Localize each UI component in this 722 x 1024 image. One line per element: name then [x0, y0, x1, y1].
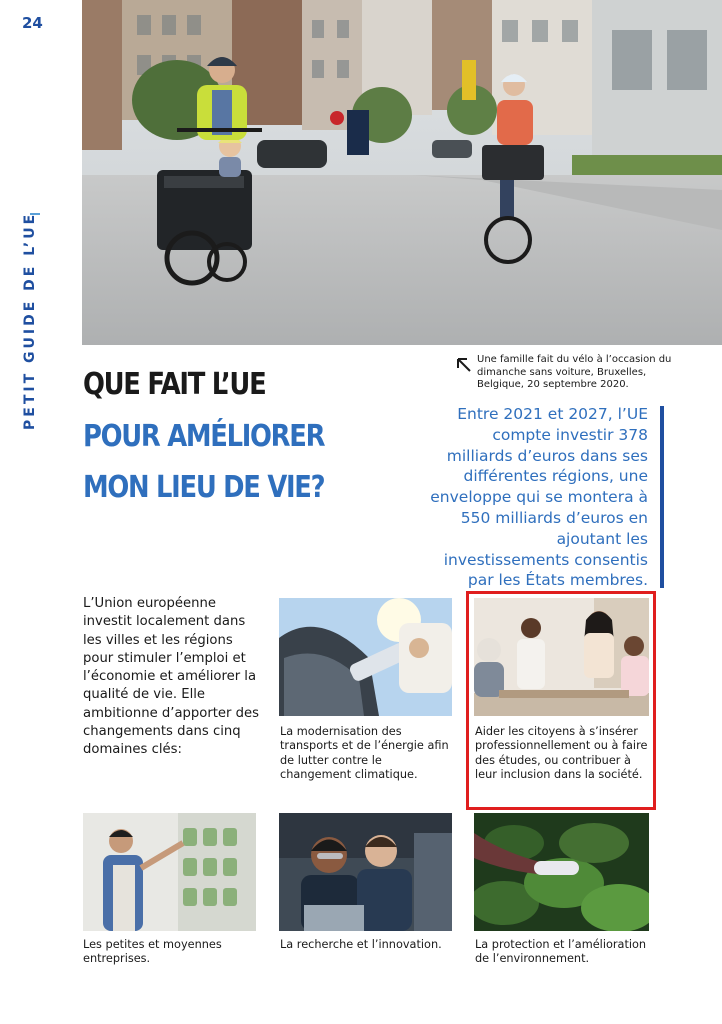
plants-photo — [474, 813, 649, 931]
domain-caption-citizens: Aider les citoyens à s’insérer professionnellement ou à faire des études, ou contribuer à leur inclusion dans la société. — [475, 725, 648, 782]
side-label-container — [18, 211, 42, 430]
hero-caption: Une famille fait du vélo à l’occasion du dimanche sans voiture, Bruxelles, Belgique, 20 septembre 2020. — [477, 354, 672, 390]
hero-photo — [82, 0, 722, 345]
side-label: PETIT GUIDE DE L’UE — [22, 211, 38, 430]
page-title-line-2: POUR AMÉLIORER — [83, 419, 325, 454]
research-photo — [279, 813, 452, 931]
ev-charging-photo — [279, 598, 452, 716]
highlight-box — [466, 591, 656, 810]
page-number: 24 — [22, 14, 43, 32]
quote-accent-bar — [660, 406, 664, 588]
shop-worker-photo — [83, 813, 256, 931]
page-title-line-1: QUE FAIT L’UE — [83, 367, 266, 402]
domain-caption-transport: La modernisation des transports et de l’énergie afin de lutter contre le changement climatique. — [280, 725, 449, 782]
domain-caption-environment: La protection et l’amélioration de l’environnement. — [475, 938, 647, 966]
caption-arrow-icon — [455, 356, 473, 374]
investment-quote: Entre 2021 et 2027, l’UE compte investir 378 milliards d’euros dans ses différentes régions, une enveloppe qui se montera à 550 milliards d’euros en ajoutant les investissements consentis par les États membres. — [430, 405, 648, 590]
domain-caption-research: La recherche et l’innovation. — [280, 938, 442, 951]
page-title-line-3: MON LIEU DE VIE? — [83, 470, 325, 505]
domain-caption-smes: Les petites et moyennes entreprises. — [83, 938, 222, 966]
hero-cycling-illustration — [82, 0, 722, 345]
intro-paragraph: L’Union européenne investit localement dans les villes et les régions pour stimuler l’emploi et l’économie et améliorer la qualité de vie. Elle ambitionne d’apporter des changements dans cinq domaines clés: — [83, 596, 260, 758]
